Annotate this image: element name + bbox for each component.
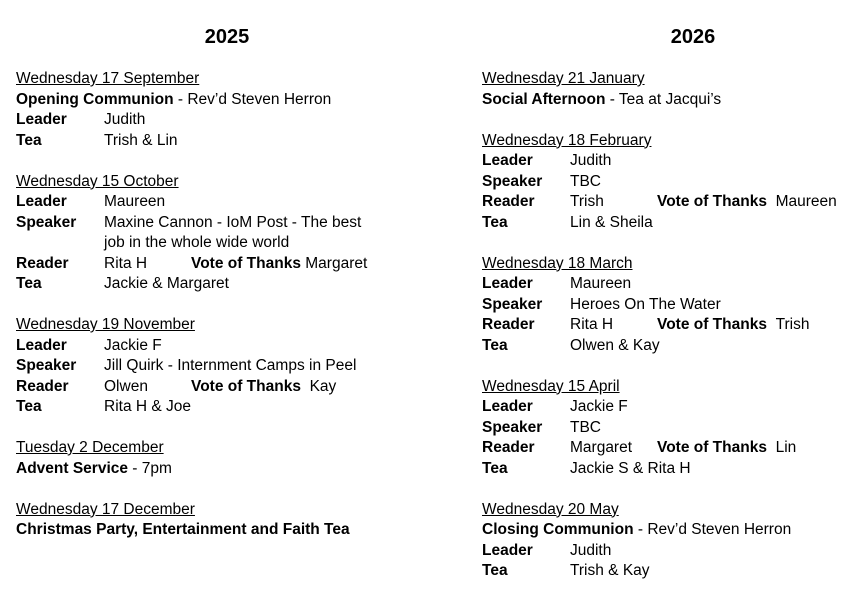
leader-label: Leader xyxy=(16,336,67,354)
event-title-detail: - Tea at Jacqui’s xyxy=(605,90,722,108)
speaker-value: Maxine Cannon - IoM Post - The best xyxy=(104,213,362,231)
tea-label: Tea xyxy=(482,213,508,231)
leader-value: Judith xyxy=(104,111,146,128)
speaker-label: Speaker xyxy=(482,295,543,313)
vote-of-thanks-label: Vote of Thanks xyxy=(191,254,301,272)
tea-value: Jackie S & Rita H xyxy=(570,459,691,477)
reader-value: Rita H xyxy=(104,254,148,272)
reader-label: Reader xyxy=(482,193,535,210)
event-mar-18 xyxy=(482,254,862,357)
vote-of-thanks-label: Vote of Thanks xyxy=(657,193,767,210)
event-closing-communion xyxy=(482,500,862,582)
tea-value: Lin & Sheila xyxy=(570,213,653,231)
leader-value: Judith xyxy=(570,541,612,559)
reader-label: Reader xyxy=(16,254,69,272)
event-title-detail: - Rev’d Steven Herron xyxy=(173,90,332,108)
tea-label: Tea xyxy=(16,398,42,415)
speaker-row xyxy=(16,213,436,234)
speaker-row xyxy=(482,295,862,316)
vote-of-thanks-value: Kay xyxy=(309,377,337,395)
speaker-row-continued xyxy=(16,233,436,254)
reader-row xyxy=(482,315,862,336)
reader-value: Olwen xyxy=(104,377,148,395)
reader-value: Rita H xyxy=(570,316,614,333)
event-date: Wednesday 21 January xyxy=(482,70,645,87)
vote-of-thanks-label: Vote of Thanks xyxy=(657,316,767,333)
leader-label: Leader xyxy=(482,275,533,292)
leader-value: Jackie F xyxy=(570,398,628,415)
event-title-line xyxy=(16,459,436,480)
reader-value: Trish xyxy=(570,193,604,210)
speaker-value: TBC xyxy=(570,172,601,190)
leader-row xyxy=(482,541,862,562)
reader-row xyxy=(482,438,862,459)
leader-row xyxy=(16,192,436,213)
tea-value: Trish & Lin xyxy=(104,131,178,149)
tea-label: Tea xyxy=(482,459,508,477)
leader-label: Leader xyxy=(482,398,533,415)
tea-row xyxy=(482,459,862,480)
vote-of-thanks-label: Vote of Thanks xyxy=(657,439,767,456)
leader-label: Leader xyxy=(482,152,533,169)
event-oct-15 xyxy=(16,172,436,295)
reader-label: Reader xyxy=(482,439,535,456)
speaker-label: Speaker xyxy=(482,172,543,190)
leader-value: Judith xyxy=(570,152,612,169)
reader-row xyxy=(16,254,436,275)
speaker-row xyxy=(482,418,862,439)
speaker-value: TBC xyxy=(570,418,601,436)
tea-row xyxy=(16,274,436,295)
leader-value: Jackie F xyxy=(104,336,162,354)
event-list xyxy=(16,69,436,561)
event-opening-communion xyxy=(16,69,436,151)
reader-label: Reader xyxy=(16,377,69,395)
event-nov-19 xyxy=(16,315,436,418)
tea-label: Tea xyxy=(482,336,508,354)
tea-value: Jackie & Margaret xyxy=(104,275,229,292)
reader-value: Margaret xyxy=(570,439,633,456)
speaker-label: Speaker xyxy=(16,213,77,231)
leader-row xyxy=(482,151,862,172)
event-title-detail: - Rev’d Steven Herron xyxy=(633,521,792,538)
event-date: Wednesday 17 September xyxy=(16,70,200,87)
speaker-value-continued: job in the whole wide world xyxy=(104,234,290,251)
leader-label: Leader xyxy=(16,193,67,210)
tea-row xyxy=(482,213,862,234)
tea-value: Trish & Kay xyxy=(570,562,650,579)
event-title-detail: - 7pm xyxy=(128,459,172,477)
leader-row xyxy=(482,274,862,295)
tea-row xyxy=(482,561,862,582)
leader-row xyxy=(16,110,436,131)
year-heading: 2025 xyxy=(204,26,250,48)
reader-row xyxy=(16,377,436,398)
reader-row xyxy=(482,192,862,213)
leader-value: Maureen xyxy=(104,193,166,210)
leader-value: Maureen xyxy=(570,275,632,292)
event-title-line xyxy=(482,520,862,541)
speaker-label: Speaker xyxy=(482,418,543,436)
leader-row xyxy=(482,397,862,418)
speaker-value: Heroes On The Water xyxy=(570,295,721,313)
event-title: Closing Communion xyxy=(482,521,634,538)
leader-label: Leader xyxy=(16,111,67,128)
event-date: Wednesday 18 February xyxy=(482,131,652,149)
event-title: Opening Communion xyxy=(16,90,174,108)
event-title: Christmas Party, Entertainment and Faith Tea xyxy=(16,521,350,538)
event-christmas-party xyxy=(16,500,436,541)
event-date: Wednesday 15 October xyxy=(16,172,179,190)
event-date: Wednesday 20 May xyxy=(482,500,619,518)
event-title-line xyxy=(16,520,436,541)
vote-of-thanks-value: Lin xyxy=(775,439,797,456)
reader-label: Reader xyxy=(482,316,535,333)
speaker-value: Jill Quirk - Internment Camps in Peel xyxy=(104,357,357,374)
tea-row xyxy=(16,397,436,418)
event-date: Wednesday 17 December xyxy=(16,500,195,518)
vote-of-thanks-value: Trish xyxy=(775,316,810,333)
tea-value: Olwen & Kay xyxy=(570,336,660,354)
leader-row xyxy=(16,336,436,357)
leader-label: Leader xyxy=(482,541,533,559)
tea-label: Tea xyxy=(16,275,42,292)
speaker-label: Speaker xyxy=(16,357,77,374)
event-title-line xyxy=(16,90,436,111)
vote-of-thanks-value: Maureen xyxy=(775,193,837,210)
event-social-afternoon xyxy=(482,69,862,110)
event-title-line xyxy=(482,90,862,111)
vote-of-thanks-label: Vote of Thanks xyxy=(191,377,301,395)
tea-row xyxy=(482,336,862,357)
tea-value: Rita H & Joe xyxy=(104,398,192,415)
event-advent-service xyxy=(16,438,436,479)
tea-label: Tea xyxy=(16,131,42,149)
event-list xyxy=(482,69,862,602)
vote-of-thanks-value: Margaret xyxy=(305,254,368,272)
event-date: Wednesday 15 April xyxy=(482,377,620,395)
event-date: Wednesday 19 November xyxy=(16,316,195,333)
tea-row xyxy=(16,131,436,152)
event-date: Tuesday 2 December xyxy=(16,439,164,456)
year-heading: 2026 xyxy=(670,26,716,48)
event-feb-18 xyxy=(482,131,862,234)
speaker-row xyxy=(16,356,436,377)
event-apr-15 xyxy=(482,377,862,480)
event-date: Wednesday 18 March xyxy=(482,254,633,272)
event-title: Social Afternoon xyxy=(482,90,606,108)
tea-label: Tea xyxy=(482,562,508,579)
event-title: Advent Service xyxy=(16,459,128,477)
speaker-row xyxy=(482,172,862,193)
